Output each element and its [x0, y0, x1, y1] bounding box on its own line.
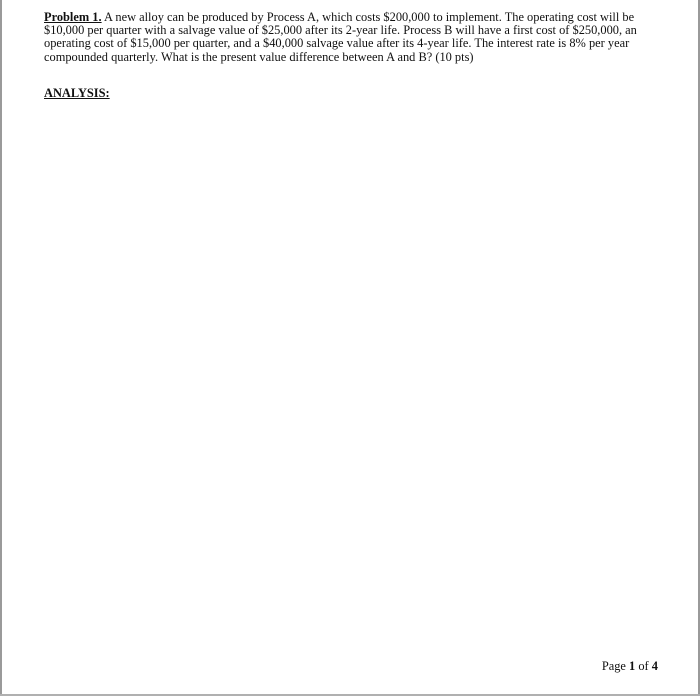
page-word: Page	[601, 659, 626, 673]
analysis-heading: ANALYSIS:	[44, 86, 110, 100]
page-total: 4	[651, 659, 658, 673]
page-footer	[602, 659, 658, 674]
problem-text: A new alloy can be produced by Process A, which costs $200,000 to implement. The operating cost will be $10,000 per quarter with a salvage value of $25,000 after its 2-year life. Process B will have a first cost of $250,000, an operating cost of $15,000 per quarter, and a $40,000 salvage value after its 4-year life. The interest rate is 8% per year compounded quarterly. What is the present value difference between A and B? (10 pts)	[44, 10, 637, 64]
page-edge-left	[0, 0, 2, 696]
page-current: 1	[629, 659, 636, 673]
problem-statement	[44, 11, 660, 64]
page-of-word: of	[638, 659, 649, 673]
problem-label: Problem 1.	[44, 10, 102, 24]
